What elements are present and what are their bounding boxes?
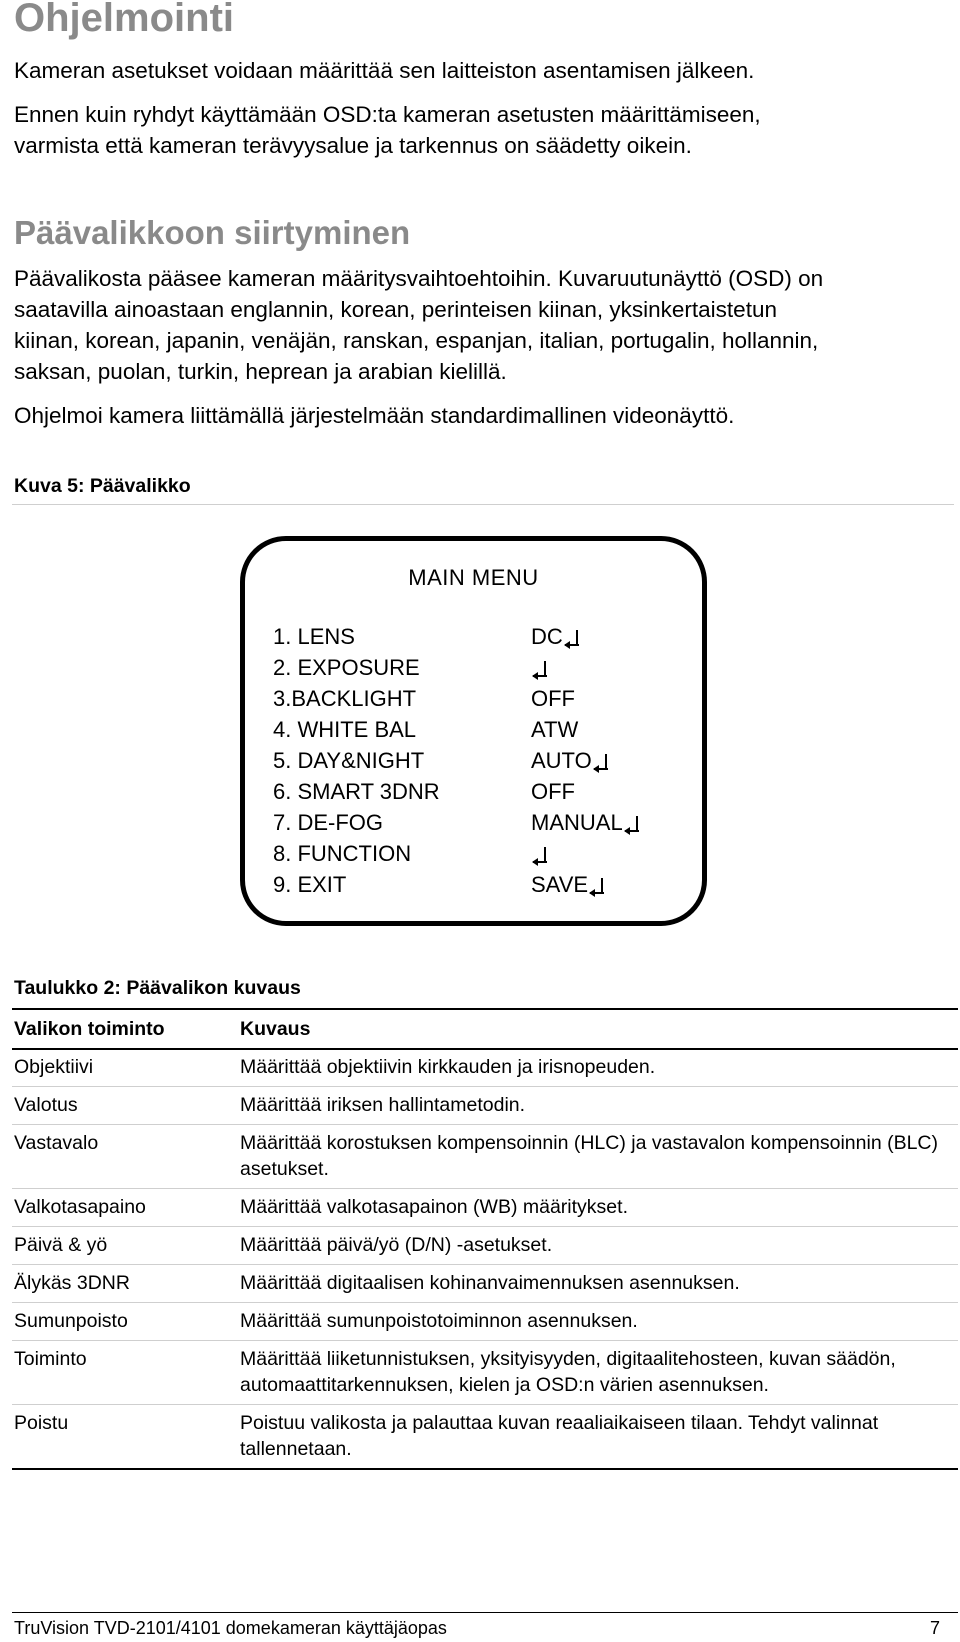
table-row xyxy=(12,1188,958,1227)
enter-return-icon xyxy=(533,847,547,863)
enter-return-icon xyxy=(565,630,579,646)
table-row xyxy=(12,1086,958,1125)
osd-menu-item-value-text: ATW xyxy=(531,717,579,742)
osd-menu-title: MAIN MENU xyxy=(408,565,539,590)
table-row xyxy=(12,1048,958,1087)
osd-menu-item-label: 1. LENS xyxy=(273,624,355,649)
osd-main-menu-figure xyxy=(240,536,707,926)
intro-line-3: varmista että kameran terävyysalue ja tarkennus on säädetty oikein. xyxy=(14,133,692,158)
osd-menu-item-label: 5. DAY&NIGHT xyxy=(273,748,425,773)
enter-return-icon xyxy=(625,816,639,832)
table-row xyxy=(12,1226,958,1265)
section-paragraph-2: Ohjelmoi kamera liittämällä järjestelmään standardimallinen videonäyttö. xyxy=(14,403,735,428)
footer-document-title: TruVision TVD-2101/4101 domekameran käyttäjäopas xyxy=(14,1618,447,1638)
figure-caption: Kuva 5: Päävalikko xyxy=(14,475,191,497)
table-cell-description: Määrittää päivä/yö (D/N) -asetukset. xyxy=(240,1234,553,1256)
enter-return-icon xyxy=(533,661,547,677)
osd-menu-item-value xyxy=(531,652,547,683)
table-row xyxy=(12,1264,958,1303)
osd-menu-item-value-text: OFF xyxy=(531,779,575,804)
osd-menu-item-value xyxy=(531,869,604,900)
osd-menu-item xyxy=(273,683,673,714)
osd-menu-item-value xyxy=(531,683,575,714)
section-paragraph-line-3: kiinan, korean, japanin, venäjän, ranskan, espanjan, italian, portugalin, hollannin, xyxy=(14,328,819,353)
table-cell-description: Määrittää valkotasapainon (WB) määritykset. xyxy=(240,1196,628,1218)
osd-menu-item-label: 3.BACKLIGHT xyxy=(273,686,417,711)
osd-menu-item-value xyxy=(531,807,639,838)
table-row xyxy=(12,1124,958,1189)
osd-menu-item-value-text: AUTO xyxy=(531,748,592,773)
table-cell-function: Sumunpoisto xyxy=(14,1310,128,1332)
osd-menu-item xyxy=(273,745,673,776)
osd-menu-item-value xyxy=(531,745,608,776)
table-cell-description: Poistuu valikosta ja palauttaa kuvan reaaliaikaiseen tilaan. Tehdyt valinnat tallennetaan. xyxy=(240,1412,879,1460)
osd-menu-item-value-text: OFF xyxy=(531,686,575,711)
table-cell-description: Määrittää iriksen hallintametodin. xyxy=(240,1094,526,1116)
osd-menu-item xyxy=(273,621,673,652)
osd-menu-item xyxy=(273,714,673,745)
osd-menu-item-label: 4. WHITE BAL xyxy=(273,717,417,742)
table-row xyxy=(12,1340,958,1405)
table-caption: Taulukko 2: Päävalikon kuvaus xyxy=(14,977,301,999)
table-cell-function: Valotus xyxy=(14,1094,78,1116)
table-cell-description: Määrittää sumunpoistotoiminnon asennuksen. xyxy=(240,1310,638,1332)
osd-menu-item-value-text: SAVE xyxy=(531,872,589,897)
osd-menu-item-label: 9. EXIT xyxy=(273,872,347,897)
osd-menu-item-label: 7. DE-FOG xyxy=(273,810,384,835)
osd-menu-item-value xyxy=(531,776,575,807)
table-cell-function: Vastavalo xyxy=(14,1132,99,1154)
osd-menu-item-value-text: MANUAL xyxy=(531,810,623,835)
table-cell-function: Objektiivi xyxy=(14,1056,94,1078)
table-cell-function: Valkotasapaino xyxy=(14,1196,146,1218)
section-paragraph-line-4: saksan, puolan, turkin, heprean ja arabian kielillä. xyxy=(14,359,507,384)
footer-divider xyxy=(12,1612,958,1613)
column-header-function: Valikon toiminto xyxy=(14,1018,165,1040)
osd-menu-item xyxy=(273,807,673,838)
page-title: Ohjelmointi xyxy=(14,0,234,40)
osd-menu-item-label: 8. FUNCTION xyxy=(273,841,412,866)
column-header-description: Kuvaus xyxy=(240,1018,311,1040)
enter-return-icon xyxy=(590,878,604,894)
osd-menu-item-label: 2. EXPOSURE xyxy=(273,655,420,680)
table-cell-description: Määrittää objektiivin kirkkauden ja irisnopeuden. xyxy=(240,1056,656,1078)
section-paragraph-line-1: Päävalikosta pääsee kameran määritysvaihtoehtoihin. Kuvaruutunäyttö (OSD) on xyxy=(14,266,824,291)
table-header-row xyxy=(12,1008,958,1050)
osd-menu-item-value xyxy=(531,838,547,869)
osd-menu-item xyxy=(273,652,673,683)
osd-menu-item xyxy=(273,838,673,869)
section-paragraph-line-2: saatavilla ainoastaan englannin, korean, perinteisen kiinan, yksinkertaistetun xyxy=(14,297,777,322)
table-row xyxy=(12,1404,958,1470)
section-heading: Päävalikkoon siirtyminen xyxy=(14,214,411,251)
osd-menu-item xyxy=(273,776,673,807)
table-cell-function: Päivä & yö xyxy=(14,1234,108,1256)
table-cell-description: Määrittää korostuksen kompensoinnin (HLC) ja vastavalon kompensoinnin (BLC) asetukset. xyxy=(240,1132,939,1180)
osd-menu-item-label: 6. SMART 3DNR xyxy=(273,779,440,804)
osd-menu-item-value xyxy=(531,621,579,652)
table-cell-function: Poistu xyxy=(14,1412,69,1434)
caption-divider xyxy=(12,504,954,505)
intro-line-2: Ennen kuin ryhdyt käyttämään OSD:ta kameran asetusten määrittämiseen, xyxy=(14,102,761,127)
table-cell-description: Määrittää liiketunnistuksen, yksityisyyden, digitaalitehosteen, kuvan säädön, automaattitarkennuksen, kielen ja OSD:n värien asennuksen. xyxy=(240,1348,896,1396)
page-number: 7 xyxy=(929,1618,940,1638)
osd-menu-item-value xyxy=(531,714,578,745)
table-cell-function: Toiminto xyxy=(14,1348,87,1370)
enter-return-icon xyxy=(594,754,608,770)
table-row xyxy=(12,1302,958,1341)
intro-line-1: Kameran asetukset voidaan määrittää sen laitteiston asentamisen jälkeen. xyxy=(14,58,755,83)
osd-menu-item-value-text: DC xyxy=(531,624,563,649)
table-cell-function: Älykäs 3DNR xyxy=(14,1272,130,1294)
osd-menu-item xyxy=(273,869,673,900)
table-cell-description: Määrittää digitaalisen kohinanvaimennuksen asennuksen. xyxy=(240,1272,740,1294)
